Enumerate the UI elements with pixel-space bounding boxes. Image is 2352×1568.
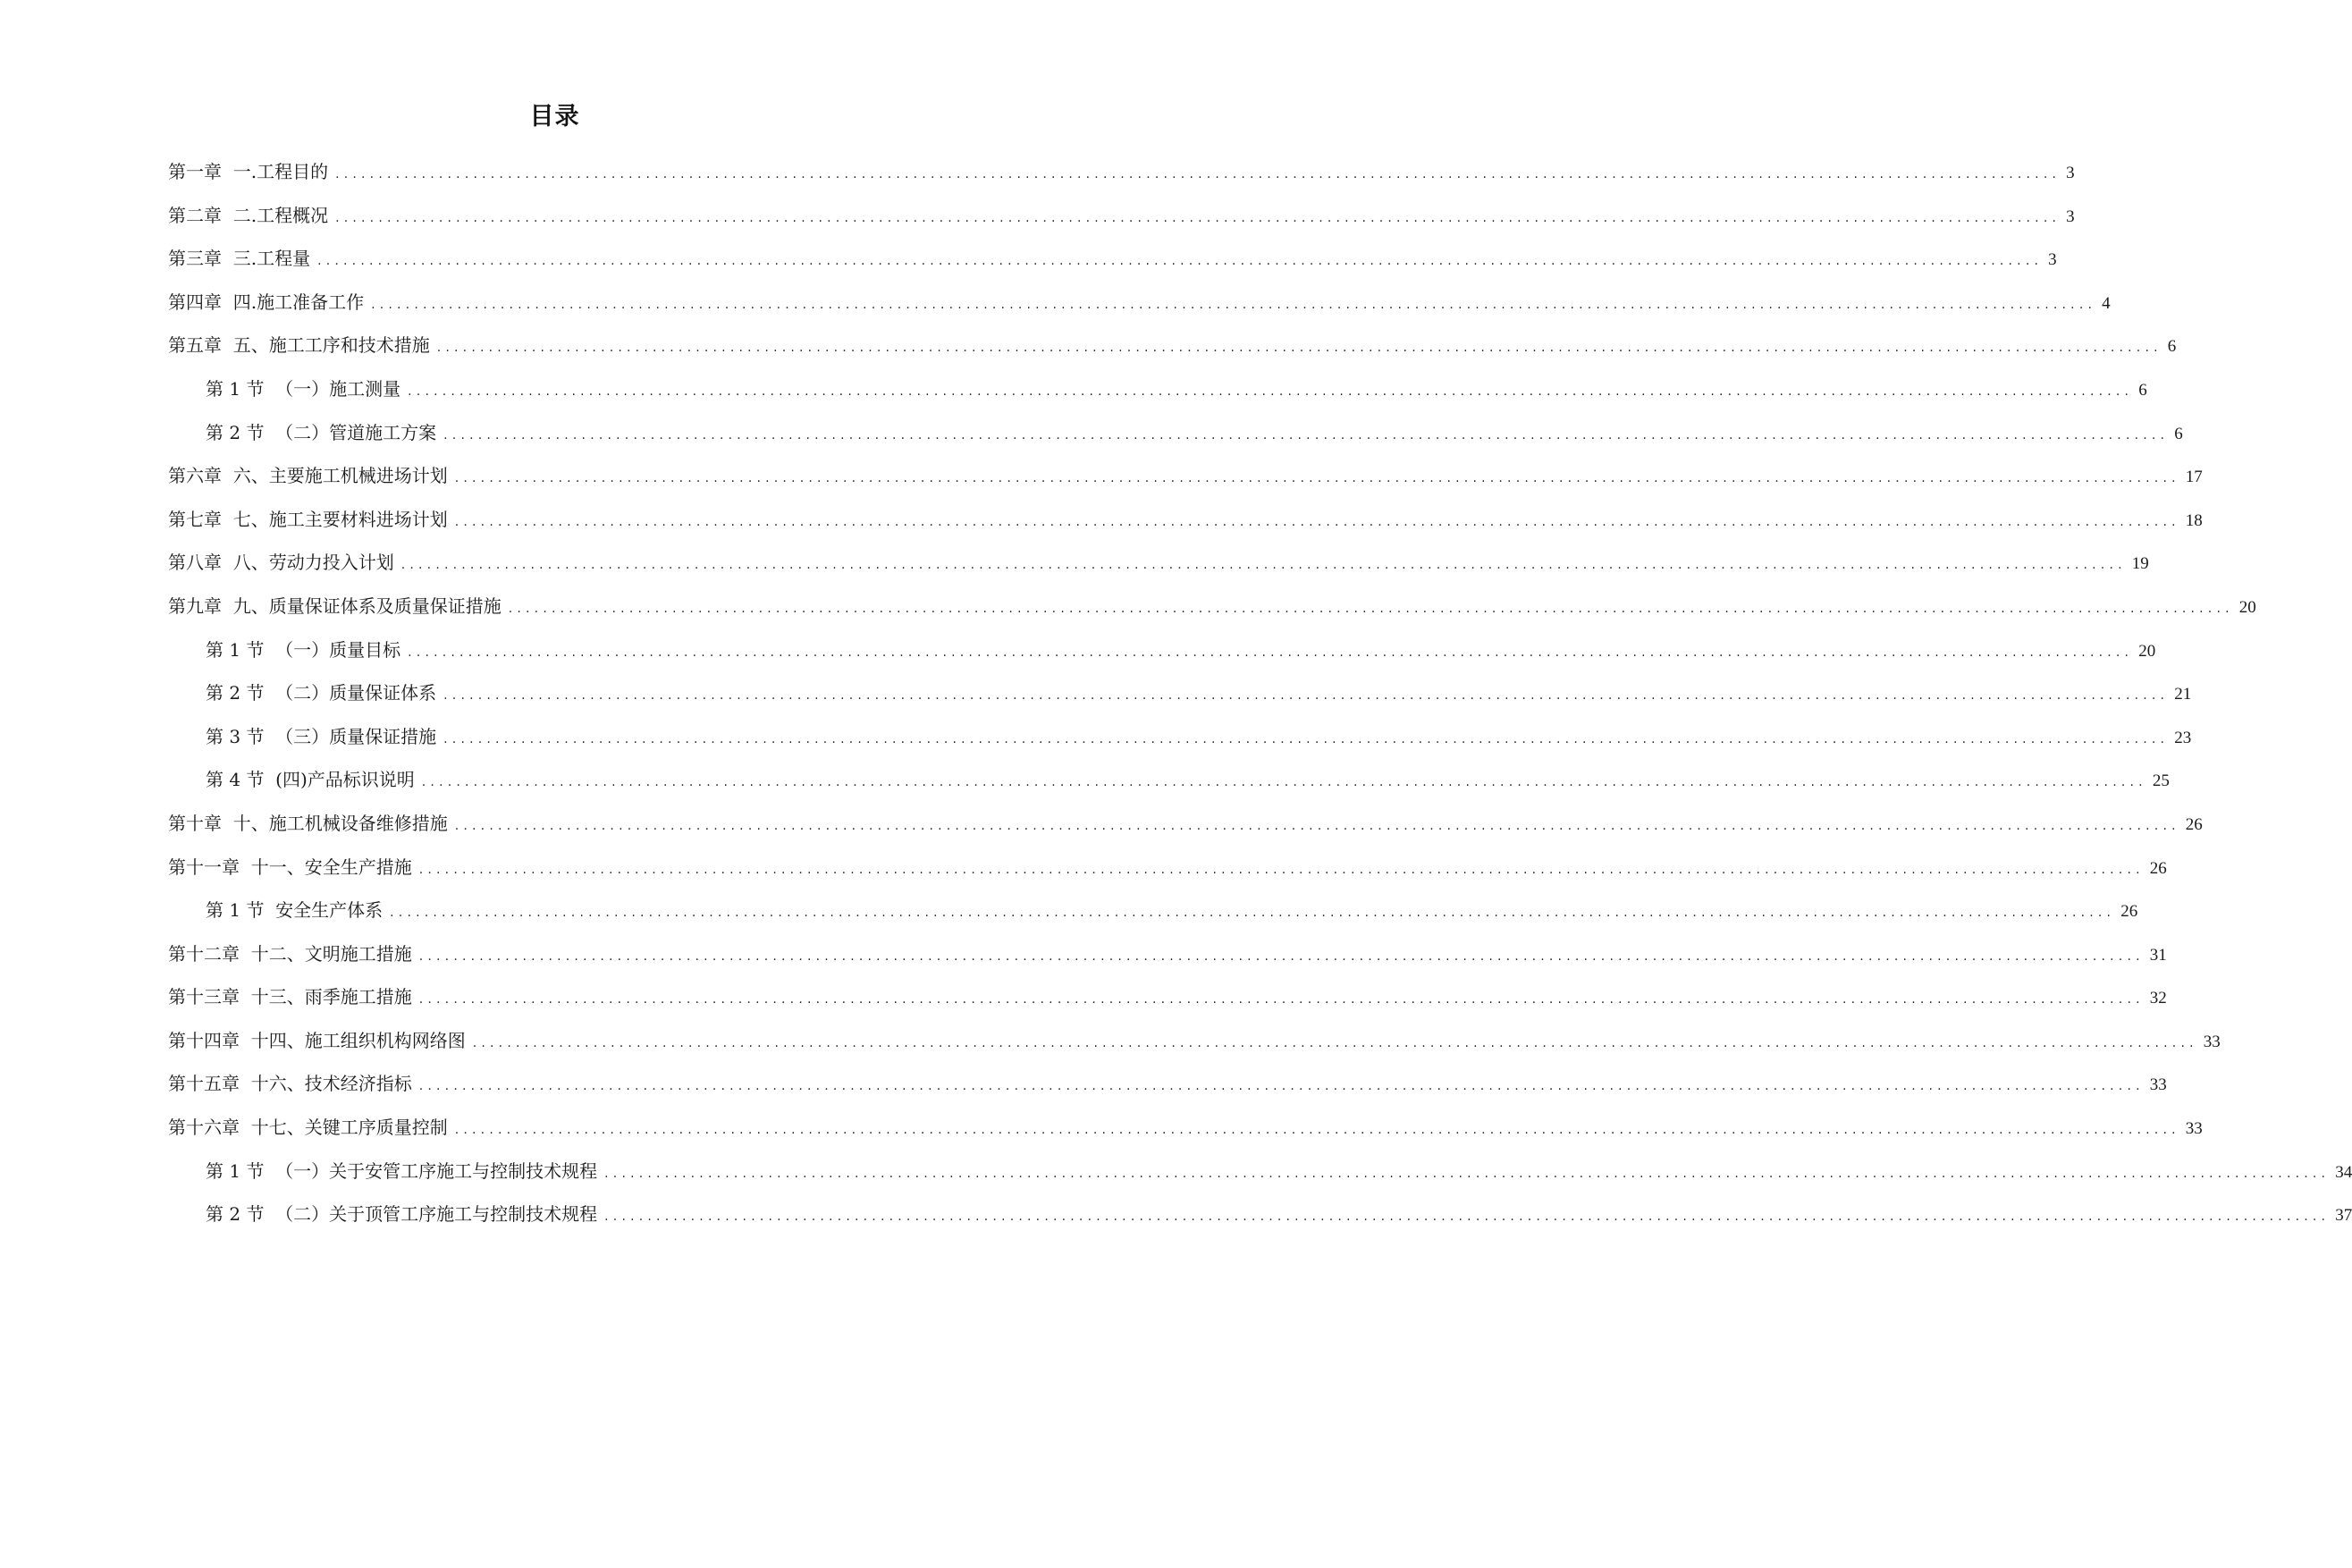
toc-chapter-entry[interactable] [168, 932, 2167, 976]
toc-list [168, 150, 2352, 1236]
toc-page-number: 19 [2131, 554, 2149, 574]
toc-entry-label [206, 889, 383, 932]
toc-leader-dots: ........................................................................................................................................................................................................ [472, 1035, 2198, 1050]
toc-entry-number: 第 4 节 [206, 769, 276, 791]
toc-page-number: 25 [2152, 771, 2170, 791]
toc-entry-number: 第十三章 [168, 986, 251, 1008]
toc-entry-label [168, 498, 448, 542]
toc-chapter-entry[interactable] [168, 1062, 2167, 1106]
toc-leader-dots: ........................................................................................................................................................................................................ [443, 688, 2170, 704]
toc-entry-number: 第 3 节 [206, 725, 276, 747]
toc-entry-text: 十六、技术经济指标 [250, 1073, 412, 1095]
toc-page-number: 37 [2335, 1206, 2352, 1226]
toc-entry-label [206, 411, 436, 455]
toc-entry-label [206, 367, 400, 411]
toc-leader-dots: ........................................................................................................................................................................................................ [418, 862, 2145, 877]
toc-section-entry[interactable] [168, 411, 2183, 455]
toc-entry-label [206, 715, 436, 759]
toc-chapter-entry[interactable] [168, 324, 2177, 367]
toc-entry-text: （二）质量保证体系 [275, 682, 437, 704]
toc-entry-text: 十、施工机械设备维修措施 [232, 812, 448, 834]
toc-leader-dots: ........................................................................................................................................................................................................ [454, 818, 2180, 833]
toc-entry-number: 第 2 节 [206, 682, 276, 704]
toc-entry-label [168, 1106, 448, 1150]
toc-entry-text: （一）质量目标 [275, 638, 401, 661]
toc-entry-text: 安全生产体系 [275, 899, 384, 922]
toc-chapter-entry[interactable] [168, 1019, 2221, 1063]
toc-chapter-entry[interactable] [168, 585, 2256, 628]
toc-entry-text: 五、施工工序和技术措施 [232, 334, 430, 357]
toc-chapter-entry[interactable] [168, 1106, 2203, 1150]
toc-page-number: 26 [2185, 814, 2203, 834]
toc-entry-number: 第三章 [168, 248, 233, 270]
toc-page-number: 20 [2238, 597, 2256, 617]
toc-entry-label [168, 1062, 412, 1106]
toc-entry-label [168, 150, 328, 194]
toc-page-number: 3 [2048, 250, 2057, 270]
toc-leader-dots: ........................................................................................................................................................................................................ [604, 1166, 2331, 1181]
toc-entry-number: 第 1 节 [206, 899, 276, 922]
toc-entry-text: （一）施工测量 [275, 377, 401, 400]
toc-entry-text: 六、主要施工机械进场计划 [232, 465, 448, 487]
toc-entry-number: 第 1 节 [206, 377, 276, 400]
toc-leader-dots: ........................................................................................................................................................................................................ [418, 992, 2145, 1007]
toc-chapter-entry[interactable] [168, 975, 2167, 1019]
toc-entry-number: 第 1 节 [206, 638, 276, 661]
toc-leader-dots: ........................................................................................................................................................................................................ [335, 210, 2061, 225]
toc-section-entry[interactable] [168, 758, 2170, 802]
toc-entry-text: 十二、文明施工措施 [250, 942, 412, 965]
toc-entry-label [206, 1193, 597, 1236]
toc-entry-text: 四.施工准备工作 [232, 291, 365, 313]
toc-page-number: 23 [2174, 728, 2192, 747]
toc-chapter-entry[interactable] [168, 846, 2167, 889]
toc-leader-dots: ........................................................................................................................................................................................................ [335, 167, 2061, 181]
toc-entry-number: 第六章 [168, 465, 233, 487]
toc-leader-dots: ........................................................................................................................................................................................................ [371, 297, 2097, 312]
toc-entry-label [168, 975, 412, 1019]
toc-entry-text: 八、劳动力投入计划 [232, 552, 394, 574]
toc-leader-dots: ........................................................................................................................................................................................................ [454, 514, 2180, 529]
toc-page-number: 33 [2185, 1119, 2203, 1139]
toc-entry-text: 七、施工主要材料进场计划 [232, 508, 448, 530]
toc-chapter-entry[interactable] [168, 150, 2075, 194]
toc-leader-dots: ........................................................................................................................................................................................................ [454, 1123, 2180, 1138]
toc-page-number: 17 [2185, 468, 2203, 487]
toc-entry-text: 九、质量保证体系及质量保证措施 [232, 594, 502, 617]
toc-section-entry[interactable] [168, 671, 2192, 715]
toc-entry-label [168, 194, 328, 238]
toc-page-number: 26 [2149, 858, 2167, 878]
toc-entry-label [168, 454, 448, 498]
toc-page-number: 6 [2174, 424, 2183, 443]
toc-leader-dots: ........................................................................................................................................................................................................ [508, 601, 2234, 616]
toc-leader-dots: ........................................................................................................................................................................................................ [443, 731, 2170, 746]
toc-page-number: 18 [2185, 510, 2203, 530]
toc-entry-number: 第七章 [168, 508, 233, 530]
toc-entry-text: （一）关于安管工序施工与控制技术规程 [275, 1159, 598, 1182]
toc-entry-label [168, 585, 502, 628]
toc-section-entry[interactable] [168, 1193, 2352, 1236]
toc-entry-label [206, 1150, 597, 1193]
toc-page-number: 3 [2066, 164, 2075, 182]
toc-leader-dots: ........................................................................................................................................................................................................ [418, 948, 2145, 964]
toc-chapter-entry[interactable] [168, 454, 2203, 498]
toc-page-number: 6 [2167, 337, 2177, 357]
toc-entry-text: 二.工程概况 [232, 204, 329, 226]
toc-section-entry[interactable] [168, 628, 2156, 672]
toc-leader-dots: ........................................................................................................................................................................................................ [436, 341, 2162, 356]
toc-entry-number: 第十五章 [168, 1073, 251, 1095]
toc-leader-dots: ........................................................................................................................................................................................................ [418, 1079, 2145, 1094]
toc-page-number: 33 [2149, 1075, 2167, 1095]
toc-entry-number: 第 2 节 [206, 1203, 276, 1226]
toc-entry-label [168, 802, 448, 846]
toc-entry-label [168, 541, 394, 585]
toc-entry-text: （二）管道施工方案 [275, 421, 437, 443]
toc-entry-number: 第十四章 [168, 1029, 251, 1051]
toc-section-entry[interactable] [168, 367, 2147, 411]
toc-entry-text: 十一、安全生产措施 [250, 856, 412, 878]
toc-leader-dots: ........................................................................................................................................................................................................ [421, 775, 2147, 790]
toc-page-number: 20 [2138, 641, 2156, 661]
toc-entry-label [168, 281, 364, 325]
toc-chapter-entry[interactable] [168, 194, 2075, 238]
toc-page-number: 32 [2149, 989, 2167, 1008]
toc-entry-label [206, 758, 415, 802]
toc-entry-text: （三）质量保证措施 [275, 725, 437, 747]
toc-leader-dots: ........................................................................................................................................................................................................ [408, 645, 2134, 660]
toc-entry-number: 第九章 [168, 594, 233, 617]
toc-entry-text: 十三、雨季施工措施 [250, 986, 412, 1008]
toc-entry-text: 三.工程量 [232, 248, 311, 270]
toc-section-entry[interactable] [168, 715, 2192, 759]
toc-leader-dots: ........................................................................................................................................................................................................ [604, 1210, 2331, 1225]
toc-leader-dots: ........................................................................................................................................................................................................ [443, 427, 2170, 443]
toc-page-number: 33 [2203, 1032, 2221, 1051]
toc-entry-number: 第八章 [168, 552, 233, 574]
toc-leader-dots: ........................................................................................................................................................................................................ [408, 384, 2134, 399]
toc-entry-label [168, 1019, 466, 1063]
toc-page-number: 21 [2174, 685, 2192, 704]
toc-entry-number: 第十六章 [168, 1117, 251, 1139]
toc-page-number: 3 [2066, 207, 2075, 226]
toc-entry-text: （二）关于顶管工序施工与控制技术规程 [275, 1203, 598, 1226]
toc-page-number: 26 [2120, 902, 2138, 922]
toc-entry-text: 十四、施工组织机构网络图 [250, 1029, 466, 1051]
toc-entry-label [168, 324, 430, 367]
toc-entry-number: 第五章 [168, 334, 233, 357]
toc-leader-dots: ........................................................................................................................................................................................................ [454, 471, 2180, 486]
toc-entry-number: 第十章 [168, 812, 233, 834]
toc-entry-label [168, 237, 310, 281]
toc-entry-label [168, 846, 412, 889]
toc-section-entry[interactable] [168, 889, 2138, 932]
toc-entry-text: (四)产品标识说明 [275, 769, 415, 791]
toc-page-number: 6 [2138, 380, 2147, 400]
toc-chapter-entry[interactable] [168, 281, 2111, 325]
toc-entry-number: 第四章 [168, 291, 233, 313]
toc-section-entry[interactable] [168, 1150, 2352, 1193]
toc-entry-text: 十七、关键工序质量控制 [250, 1117, 448, 1139]
toc-entry-number: 第 2 节 [206, 421, 276, 443]
toc-entry-label [168, 932, 412, 976]
toc-entry-number: 第二章 [168, 204, 233, 226]
toc-leader-dots: ........................................................................................................................................................................................................ [390, 906, 2116, 921]
toc-entry-label [206, 628, 400, 672]
toc-chapter-entry[interactable] [168, 802, 2203, 846]
toc-entry-number: 第一章 [168, 161, 233, 182]
toc-leader-dots: ........................................................................................................................................................................................................ [317, 254, 2044, 269]
toc-entry-number: 第十一章 [168, 856, 251, 878]
toc-chapter-entry[interactable] [168, 498, 2203, 542]
toc-page-number: 31 [2149, 945, 2167, 965]
toc-leader-dots: ........................................................................................................................................................................................................ [400, 558, 2127, 573]
toc-page-number: 34 [2335, 1162, 2352, 1182]
toc-entry-number: 第十二章 [168, 942, 251, 965]
toc-title: 目录 [529, 103, 580, 131]
toc-entry-text: 一.工程目的 [232, 161, 329, 182]
toc-entry-label [206, 671, 436, 715]
toc-entry-number: 第 1 节 [206, 1159, 276, 1182]
toc-chapter-entry[interactable] [168, 541, 2149, 585]
toc-page-number: 4 [2102, 293, 2111, 313]
toc-chapter-entry[interactable] [168, 237, 2057, 281]
